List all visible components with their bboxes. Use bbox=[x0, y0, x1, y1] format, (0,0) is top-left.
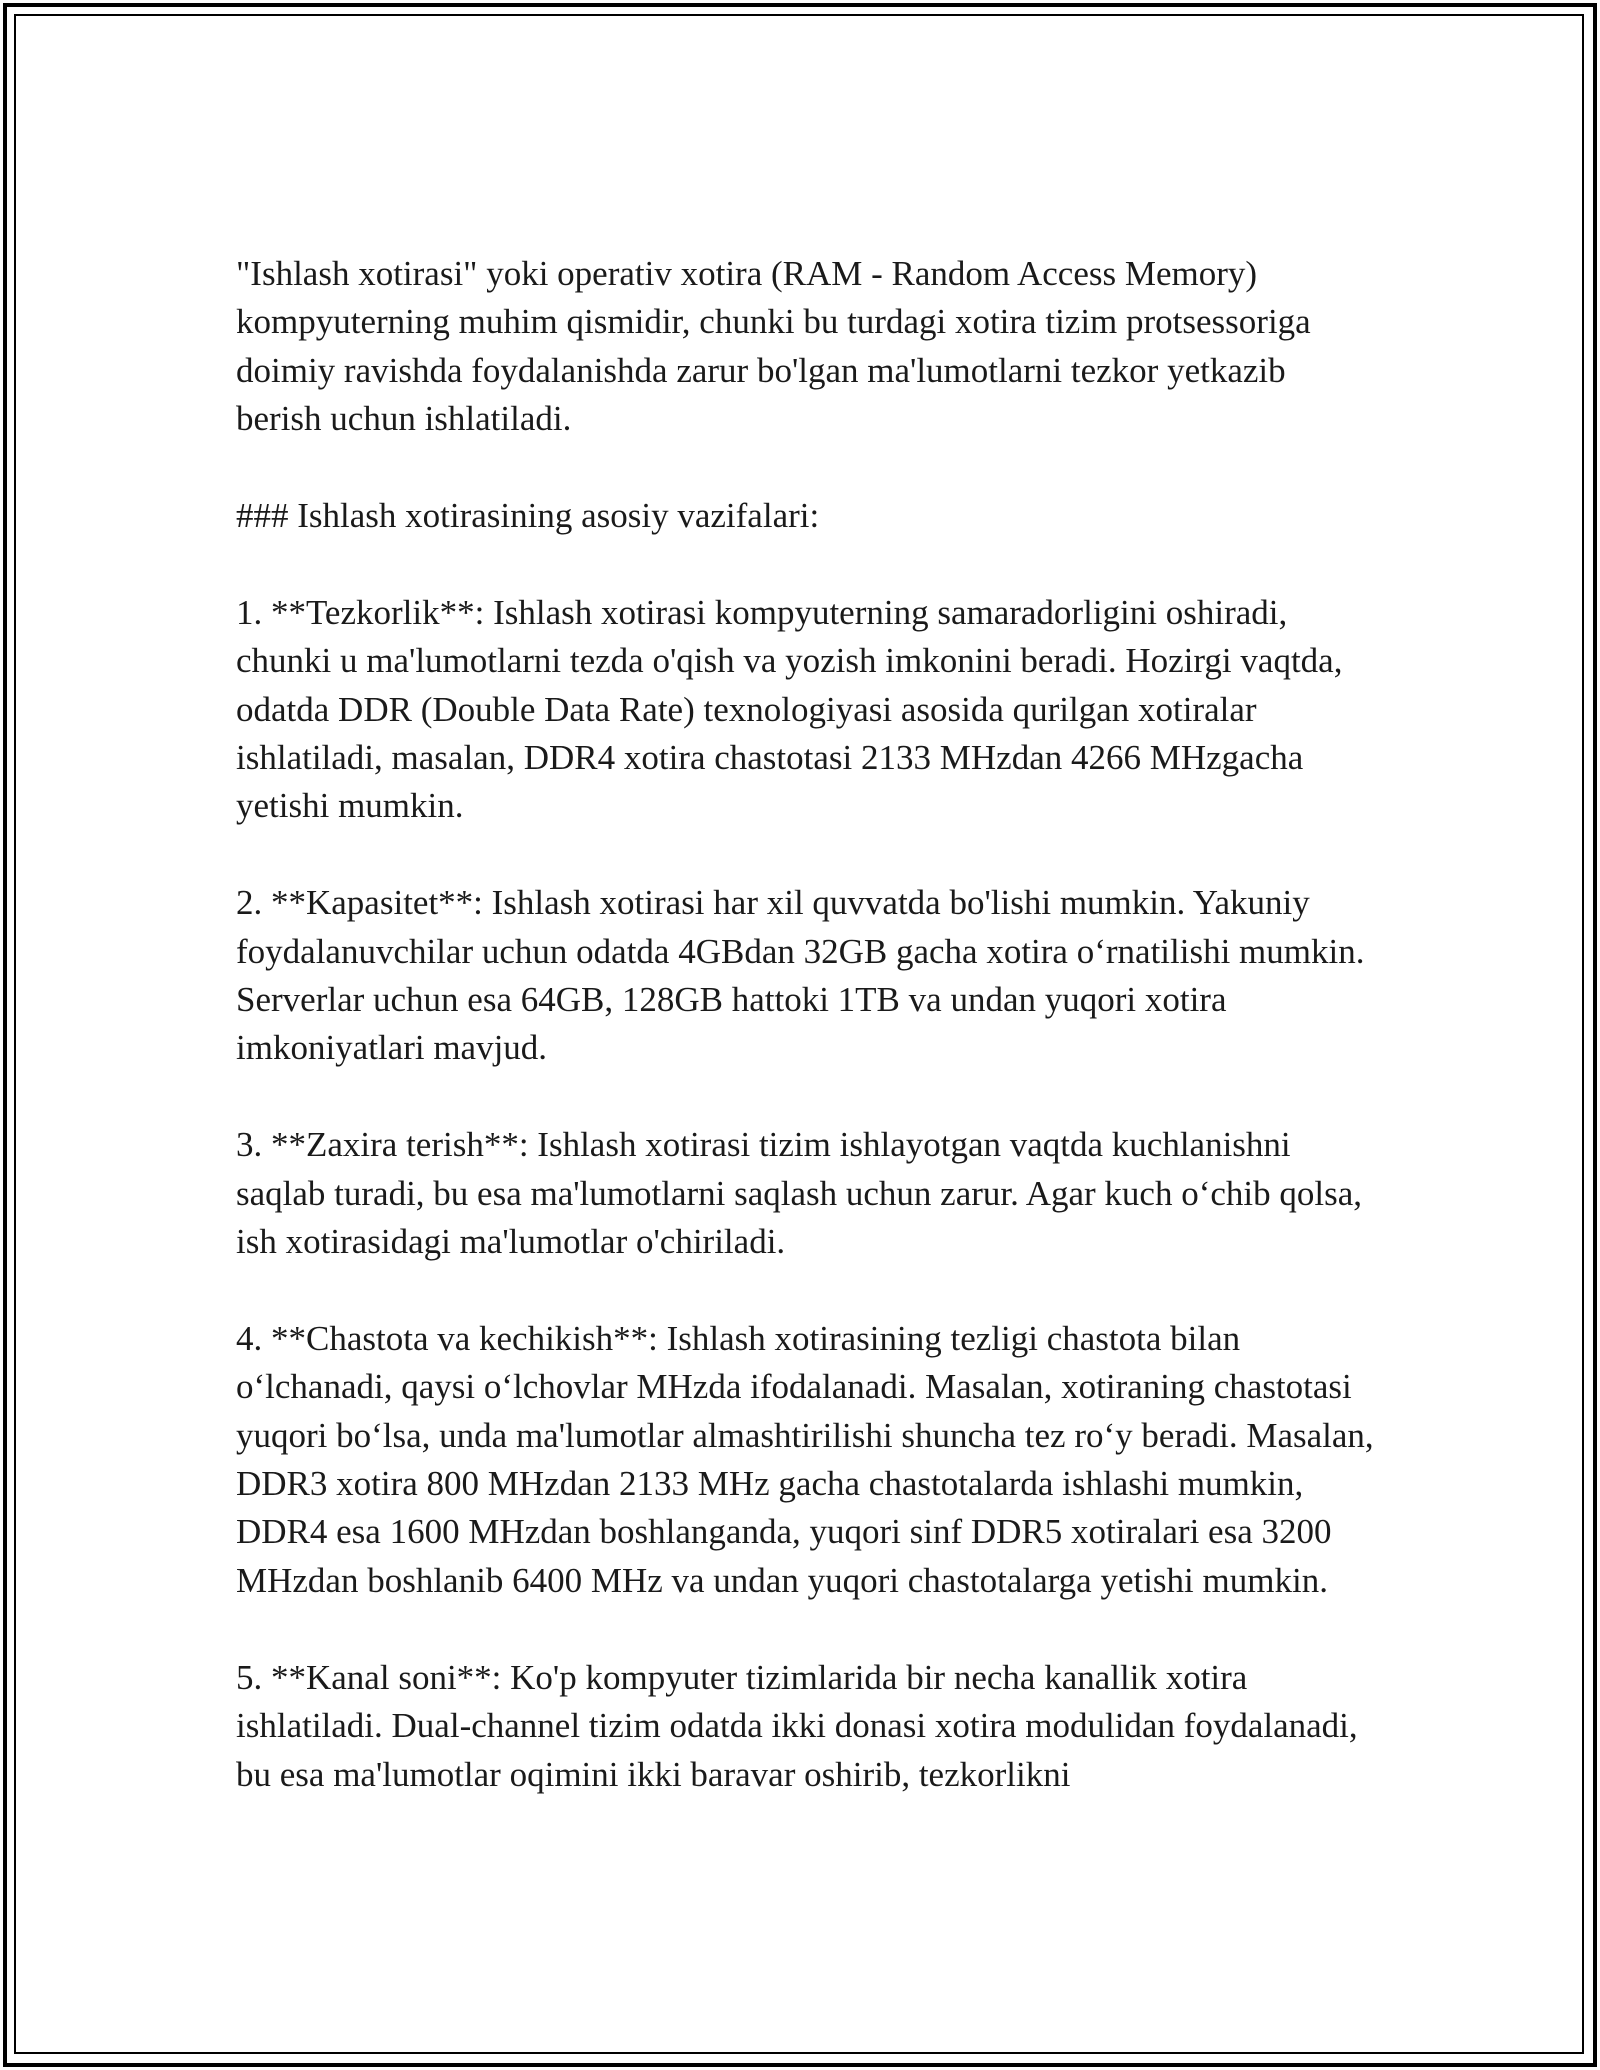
intro-paragraph: "Ishlash xotirasi" yoki operativ xotira (RAM - Random Access Memory) kompyuterning muhim qismidir, chunki bu turdagi xotira tizim protsessoriga doimiy ravishda foydalanishda zarur bo'lgan ma'lumotlarni tezkor yetkazib berish uchun ishlatiladi. bbox=[236, 254, 1311, 439]
list-item-kapasitet: 2. **Kapasitet**: Ishlash xotirasi har xil quvvatda bo'lishi mumkin. Yakuniy foydalanuvchilar uchun odatda 4GBdan 32GB gacha xotira o‘rnatilishi mumkin. Serverlar uchun esa 64GB, 128GB hattoki 1TB va undan yuqori xotira imkoniyatlari mavjud. bbox=[236, 883, 1365, 1068]
list-item-chastota-va-kechikish: 4. **Chastota va kechikish**: Ishlash xotirasining tezligi chastota bilan o‘lchanadi, qaysi o‘lchovlar MHzda ifodalanadi. Masalan, xotiraning chastotasi yuqori bo‘lsa, unda ma'lumotlar almashtirilishi shuncha tez ro‘y beradi. Masalan, DDR3 xotira 800 MHzdan 2133 MHz gacha chastotalarda ishlashi mumkin, DDR4 esa 1600 MHzdan boshlanganda, yuqori sinf DDR5 xotiralari esa 3200 MHzdan boshlanib 6400 MHz va undan yuqori chastotalarga yetishi mumkin. bbox=[236, 1318, 1374, 1600]
list-item-zaxira-terish: 3. **Zaxira terish**: Ishlash xotirasi tizim ishlayotgan vaqtda kuchlanishni saqlab turadi, bu esa ma'lumotlarni saqlash uchun zarur. Agar kuch o‘chib qolsa, ish xotirasidagi ma'lumotlar o'chiriladi. bbox=[236, 1125, 1362, 1262]
section-heading: ### Ishlash xotirasining asosiy vazifalari: bbox=[236, 496, 820, 536]
list-item-tezkorlik: 1. **Tezkorlik**: Ishlash xotirasi kompyuterning samaradorligini oshiradi, chunki u ma'lumotlarni tezda o'qish va yozish imkonini beradi. Hozirgi vaqtda, odatda DDR (Double Data Rate) texnologiyasi asosida qurilgan xotiralar ishlatiladi, masalan, DDR4 xotira chastotasi 2133 MHzdan 4266 MHzgacha yetishi mumkin. bbox=[236, 592, 1343, 826]
document-body bbox=[236, 250, 1376, 1799]
list-item-kanal-soni: 5. **Kanal soni**: Ko'p kompyuter tizimlarida bir necha kanallik xotira ishlatiladi. Dual-channel tizim odatda ikki donasi xotira modulidan foydalanadi, bu esa ma'lumotlar oqimini ikki baravar oshirib, tezkorlikni bbox=[236, 1657, 1358, 1794]
